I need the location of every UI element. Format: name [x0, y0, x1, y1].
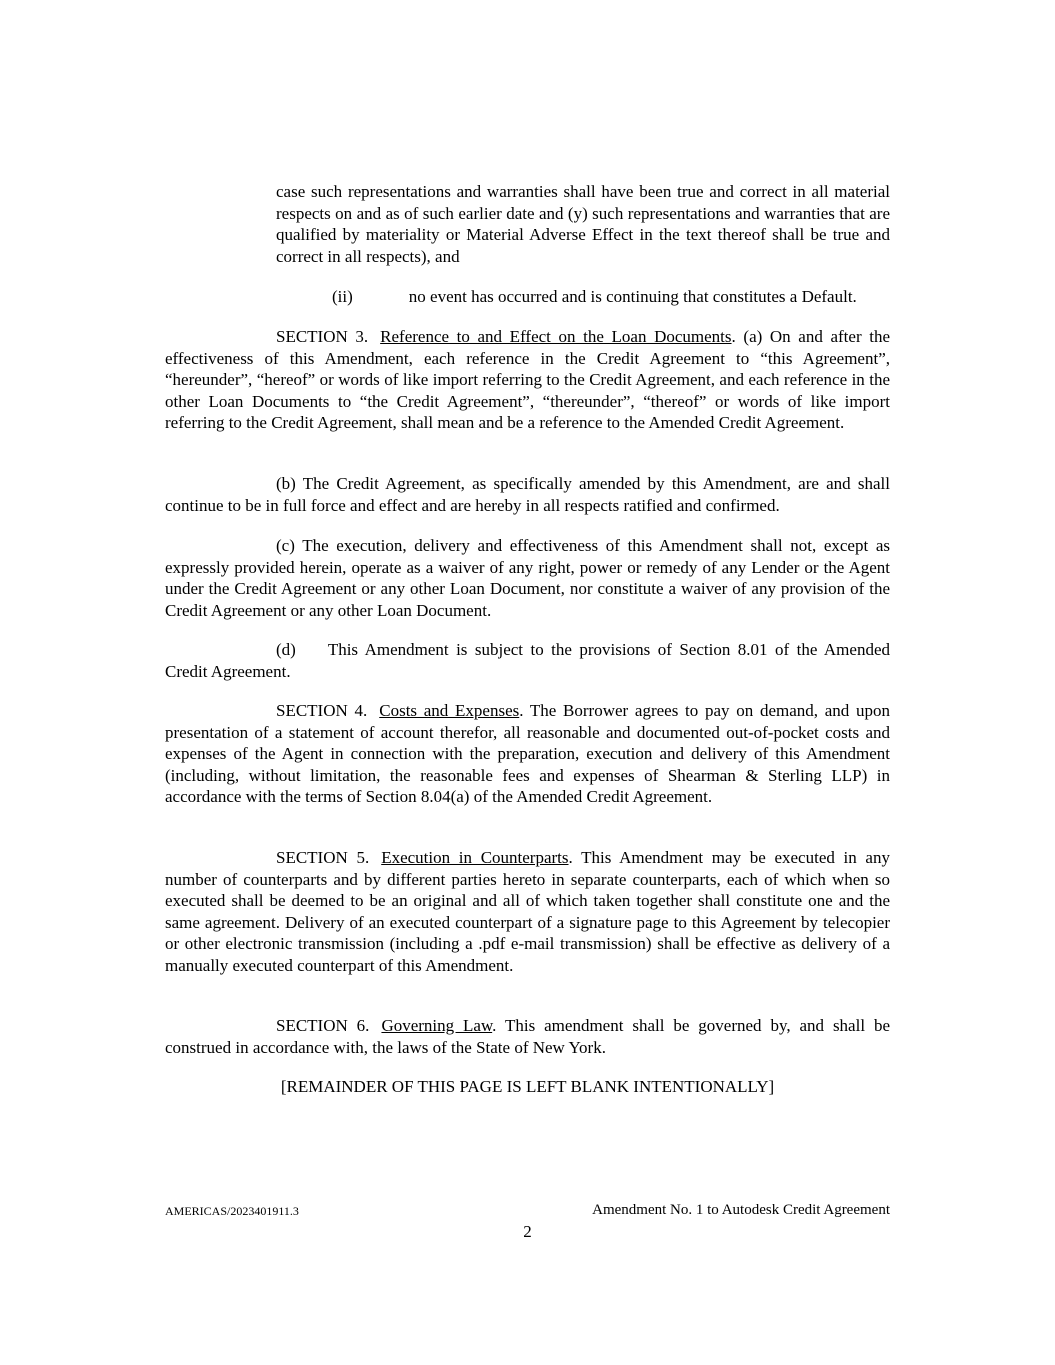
section-5-heading: Execution in Counterparts — [381, 848, 569, 867]
page-number: 2 — [523, 1222, 532, 1241]
section-3b-paragraph — [165, 473, 890, 516]
remainder-notice: [REMAINDER OF THIS PAGE IS LEFT BLANK INTENTIONALLY] — [280, 1077, 775, 1096]
section-3d-text: This Amendment is subject to the provisions of Section 8.01 of the Amended Credit Agreement. — [165, 640, 890, 681]
section-6-text: . This amendment shall be governed by, and shall be construed in accordance with, the laws of the State of New York. — [165, 1016, 890, 1057]
section-3c-text: (c) The execution, delivery and effectiveness of this Amendment shall not, except as expressly provided herein, operate as a waiver of any right, power or remedy of any Lender or the Agent under the Credit Agreement or any other Loan Document, nor constitute a waiver of any provision of the Credit Agreement or any other Loan Document. — [165, 536, 890, 620]
section-4-label: SECTION 4. — [276, 701, 368, 720]
section-6-heading: Governing Law — [381, 1016, 493, 1035]
list-item-number: (ii) — [332, 287, 353, 306]
continuation-text: case such representations and warranties shall have been true and correct in all material respects on and as of such earlier date and (y) such representations and warranties that are qualified by materiality or Material Adverse Effect in the text thereof shall be true and correct in all respects), and — [276, 182, 890, 266]
section-4-text: . The Borrower agrees to pay on demand, and upon presentation of a statement of account therefor, all reasonable and documented out-of-pocket costs and expenses of the Agent in connection with the preparation, execution and delivery of this Amendment (including, without limitation, the reasonable fees and expenses of Shearman & Sterling LLP) in accordance with the terms of Section 8.04(a) of the Amended Credit Agreement. — [165, 701, 890, 806]
section-6-paragraph — [165, 1015, 890, 1058]
section-3d-paragraph — [165, 639, 890, 682]
footer-title: Amendment No. 1 to Autodesk Credit Agreement — [592, 1202, 890, 1218]
section-3-label: SECTION 3. — [276, 327, 369, 346]
section-4-heading: Costs and Expenses — [379, 701, 520, 720]
section-3b-text: (b) The Credit Agreement, as specifically amended by this Amendment, are and shall continue to be in full force and effect and are hereby in all respects ratified and confirmed. — [165, 474, 890, 515]
section-3d-number: (d) — [276, 640, 296, 659]
section-3c-paragraph — [165, 535, 890, 621]
section-3-text: . (a) On and after the effectiveness of this Amendment, each reference in the Credit Agreement to “this Agreement”, “hereunder”, “hereof” or words of like import referring to the Credit Agreement, and each reference in the other Loan Documents to “the Credit Agreement”, “thereunder”, “thereof” or words of like import referring to the Credit Agreement, shall mean and be a reference to the Amended Credit Agreement. — [165, 327, 890, 432]
section-3-heading: Reference to and Effect on the Loan Documents — [380, 327, 732, 346]
list-item-text: no event has occurred and is continuing that constitutes a Default. — [408, 287, 857, 306]
continuation-paragraph — [276, 181, 890, 267]
section-5-label: SECTION 5. — [276, 848, 370, 867]
section-4-paragraph — [165, 700, 890, 808]
section-6-label: SECTION 6. — [276, 1016, 370, 1035]
section-5-paragraph — [165, 847, 890, 976]
section-5-text: . This Amendment may be executed in any number of counterparts and by different parties hereto in separate counterparts, each of which when so executed shall be deemed to be an original and all of which taken together shall constitute one and the same agreement. Delivery of an executed counterpart of a signature page to this Agreement by telecopier or other electronic transmission (including a .pdf e-mail transmission) shall be effective as delivery of a manually executed counterpart of this Amendment. — [165, 848, 890, 975]
section-3-paragraph — [165, 326, 890, 434]
list-item-ii — [332, 286, 892, 308]
footer-doc-id: AMERICAS/2023401911.3 — [165, 1204, 299, 1218]
